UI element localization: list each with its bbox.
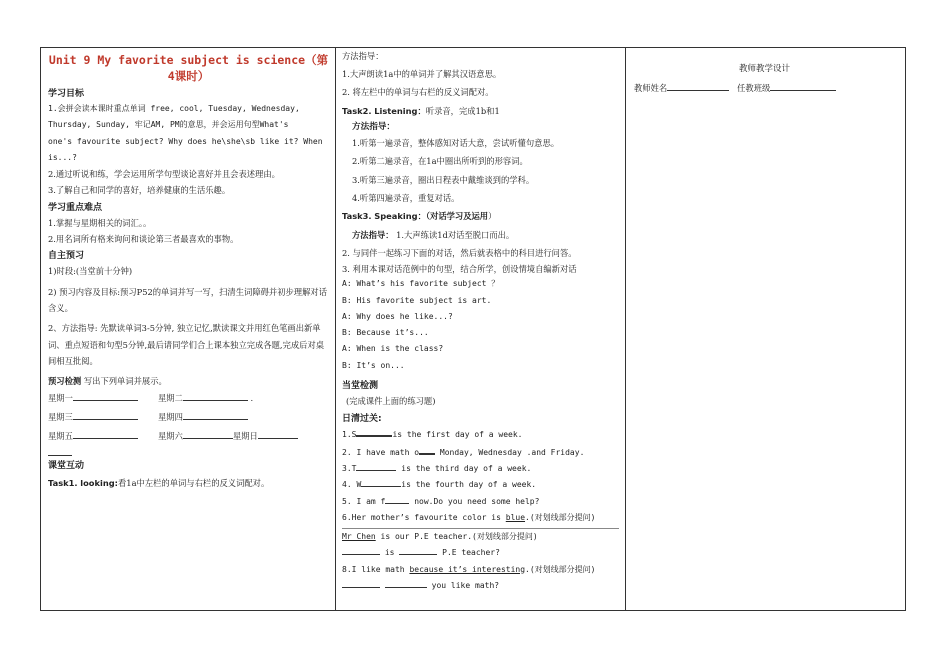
class-label: 任教班级 xyxy=(737,83,771,93)
days-row: 星期一 星期二 . xyxy=(48,393,254,404)
task3-step: 3. 利用本课对话范例中的句型，结合所学，创设情境自编新对话 xyxy=(342,264,577,275)
task2-step: 4.听第四遍录音，重复对话。 xyxy=(352,193,460,204)
class-test-heading: 当堂检测 xyxy=(342,381,379,392)
task2-step: 3.听第三遍录音，圈出日程表中戴维谈到的学科。 xyxy=(352,174,535,185)
focus-line: 1.掌握与星期相关的词汇。。 xyxy=(48,217,152,228)
class-blank[interactable] xyxy=(770,81,836,91)
teacher-design-title: 教师教学设计 xyxy=(738,64,790,74)
class-test-text: (完成课件上面的练习题) xyxy=(346,396,436,407)
answer-blank[interactable] xyxy=(419,444,435,455)
task1-label: Task1. xyxy=(48,478,78,489)
answer-blank[interactable] xyxy=(385,494,409,504)
task3-text: Speaking：（ xyxy=(374,211,431,222)
dialogue-line: A: Why does he like...? xyxy=(342,311,453,321)
day-label: 星期一 xyxy=(48,393,73,404)
q4-prefix: 4. W xyxy=(342,480,362,490)
answer-blank[interactable] xyxy=(73,410,138,420)
student-column xyxy=(41,48,336,610)
q7-text: is our P.E teacher.(对划线部分提问) xyxy=(375,532,538,542)
goal-line: is...? xyxy=(48,152,77,162)
q6-prefix: 6.Her mother’s favourite color is xyxy=(342,512,506,522)
task3-method-text: 1.大声练读1d对话至脱口而出。 xyxy=(396,229,515,240)
task3-step: 2. 与同伴一起练习下面的对话，然后就表格中的科目进行问答。 xyxy=(342,247,577,258)
daily-check-heading: 日清过关: xyxy=(342,414,382,425)
answer-blank[interactable] xyxy=(258,429,298,439)
answer-blank[interactable] xyxy=(342,578,380,588)
self-study-line: 2) 预习内容及目标:预习P52的单词并写一写，扫清生词障碍并初步理解对话含义。 xyxy=(48,286,327,313)
q2-text: Monday, Wednesday .and Friday. xyxy=(439,447,585,457)
self-study-line: 1)时段:(当堂前十分钟) xyxy=(48,266,133,277)
goals-heading: 学习目标 xyxy=(48,89,85,99)
teacher-name-blank[interactable] xyxy=(667,81,729,91)
task3-end: ） xyxy=(488,211,497,222)
goal-line: 2.通过听说和练，学会运用所学句型谈论喜好并且会表述理由。 xyxy=(48,169,280,180)
q7-mid: is xyxy=(384,548,395,558)
q7-end: P.E teacher? xyxy=(442,548,500,558)
preview-check-text: 写出下列单词并展示。 xyxy=(83,376,167,387)
task2-label: Task2. xyxy=(342,105,372,116)
q1-text: is the first day of a week. xyxy=(392,430,523,440)
answer-blank[interactable] xyxy=(385,578,427,588)
day-label: 星期四 xyxy=(158,412,183,423)
day-label: 星期六 xyxy=(158,431,183,442)
answer-blank[interactable] xyxy=(48,446,72,456)
task1-keyword: looking: xyxy=(80,478,118,489)
self-study-heading: 自主预习 xyxy=(48,251,85,262)
day-label: 星期日 xyxy=(232,431,258,442)
days-row xyxy=(48,408,329,427)
answer-blank[interactable] xyxy=(342,545,380,555)
q5-prefix: 5. I am f xyxy=(342,496,386,506)
answer-blank[interactable] xyxy=(183,429,233,439)
days-row xyxy=(48,427,329,446)
dialogue-line: A: What’s his favorite subject ？ xyxy=(342,279,500,289)
answer-blank[interactable] xyxy=(356,426,392,437)
answer-blank[interactable] xyxy=(183,391,248,401)
method-heading: 方法指导： xyxy=(352,121,395,132)
method-top: 方法指导： xyxy=(342,51,384,61)
day-label: 星期五 xyxy=(48,431,73,442)
goal-line: Thursday, Sunday, 牢记AM, PM的意思，并会运用句型What's xyxy=(48,120,289,130)
q4-text: is the fourth day of a week. xyxy=(401,480,537,490)
task2-step: 2.听第二遍录音，在1a中圈出所听到的形容词。 xyxy=(352,156,528,167)
answer-blank[interactable] xyxy=(183,410,248,420)
task2-keyword: Listening： xyxy=(374,105,426,116)
task2-step: 1.听第一遍录音，整体感知对话大意，尝试听懂句意思。 xyxy=(352,138,560,149)
goal-line: one's favourite subject? Why does he\she\sb like it? When xyxy=(48,136,323,146)
task1-step: 2. 将左栏中的单词与右栏的反义词配对。 xyxy=(342,87,494,98)
lesson-plan-table xyxy=(40,47,906,611)
q6-underlined: blue xyxy=(505,512,526,522)
dialogue-line: B: His favorite subject is art. xyxy=(342,295,492,305)
q8-underlined: because it’s interesting xyxy=(409,564,526,574)
lesson-title: Unit 9 My favorite subject is science（第4课时） xyxy=(48,53,329,83)
task3-keyword: 对话学习及运用 xyxy=(430,211,489,222)
teacher-name-label: 教师姓名 xyxy=(634,83,668,93)
day-label: 星期三 xyxy=(48,412,73,423)
q7-underlined: Mr Chen xyxy=(342,532,376,542)
q6-text: .(对划线部分提问) xyxy=(525,512,596,522)
interaction-heading: 课堂互动 xyxy=(48,461,85,472)
task2-text: 听录音，完成1b和1 xyxy=(425,105,500,116)
goal-line: 1.会拼会读本课时重点单词 free, cool, Tuesday, Wednesday, xyxy=(48,104,300,113)
focus-heading: 学习重点难点 xyxy=(48,202,103,213)
answer-blank[interactable] xyxy=(73,429,138,439)
teacher-column xyxy=(626,48,905,610)
task1-text: 看1a中左栏的单词与右栏的反义词配对。 xyxy=(118,478,270,489)
method-heading: 方法指导： xyxy=(352,229,394,240)
dialogue-line: B: Because it’s... xyxy=(342,328,429,338)
q2-prefix: 2. I have math o xyxy=(342,447,420,457)
q8-prefix: 8.I like math xyxy=(342,564,410,574)
self-study-line: 2、方法指导: 先默读单词3-5分钟, 独立记忆,默读课文并用红色笔画出新单词、重点短语和句型5分钟,最后请同学们合上课本独立完成各题,完成后对桌间相互批阅。 xyxy=(48,323,325,366)
answer-blank[interactable] xyxy=(73,391,138,401)
q3-prefix: 3.T xyxy=(342,463,357,473)
dialogue-line: A: When is the class? xyxy=(342,344,444,354)
preview-check-heading: 预习检测 xyxy=(48,376,82,387)
dialogue-line: B: It’s on... xyxy=(342,360,405,370)
task3-label: Task3. xyxy=(342,211,372,222)
goal-line: 3.了解自己和同学的喜好，培养健康的生活乐趣。 xyxy=(48,185,231,196)
q5-text: now.Do you need some help? xyxy=(414,496,540,506)
q8-end: you like math? xyxy=(431,581,500,591)
focus-line: 2.用名词所有格来询问和谈论第三者最喜欢的事物。 xyxy=(48,234,239,245)
q1-prefix: 1.S xyxy=(342,430,357,440)
task1-step: 1.大声朗读1a中的单词并了解其汉语意思。 xyxy=(342,69,502,79)
q8-text: .(对划线部分提问) xyxy=(525,564,596,574)
answer-blank[interactable] xyxy=(361,477,401,487)
day-label: 星期二 xyxy=(158,393,183,404)
activity-column xyxy=(336,48,626,610)
answer-blank[interactable] xyxy=(356,461,396,471)
answer-blank[interactable] xyxy=(399,545,437,555)
q3-text: is the third day of a week. xyxy=(401,463,532,473)
